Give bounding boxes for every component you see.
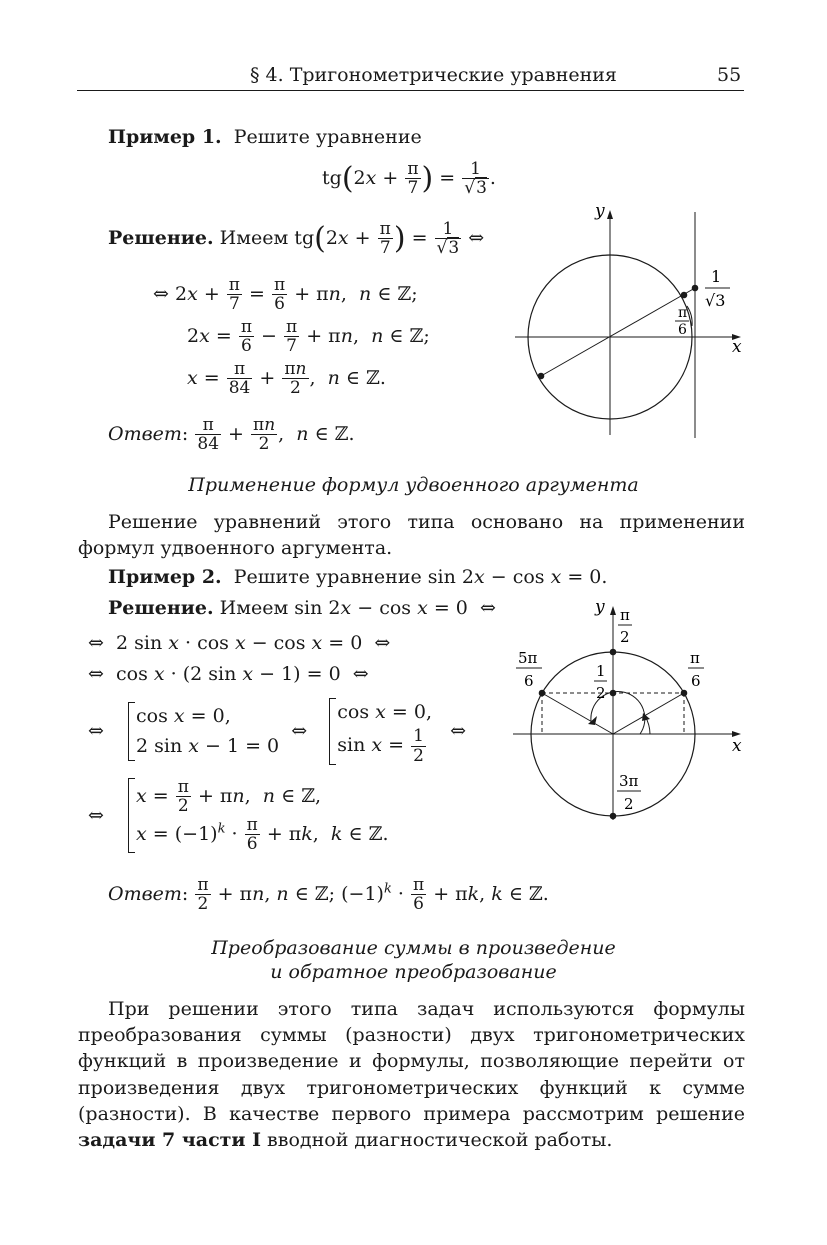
paragraph-sum-product bbox=[78, 996, 745, 1153]
y-axis-arrow bbox=[607, 210, 613, 219]
solution2-label: Решение. bbox=[108, 597, 214, 619]
angle-den: 6 bbox=[678, 322, 687, 338]
example1-task: Решите уравнение bbox=[233, 126, 422, 148]
example2-solution-intro: Решение. Имеем sin 2x − cos x = 0 ⇔ bbox=[108, 597, 496, 619]
left-num: 5π bbox=[518, 649, 538, 667]
half-den: 2 bbox=[596, 684, 606, 702]
top-num: π bbox=[620, 606, 630, 624]
example1-answer: Ответ: $\frac{\pi}{84}$ + $\frac{\pi n}{2}$ , n ∈ ℤ. bbox=[108, 415, 355, 455]
example1-solution-intro: Решение. Имеем tg(2x + $\frac{\pi}{7}$ ) = $\frac{1}{√3}$ ⇔ bbox=[108, 219, 485, 259]
subheading-sum-product-1: Преобразование суммы в произведение bbox=[211, 937, 616, 959]
unit-circle-figure-2 bbox=[505, 598, 755, 823]
subheading-double-argument: Применение формул удвоенного аргумента bbox=[188, 474, 639, 496]
right-num: π bbox=[690, 649, 700, 667]
subheading-sum-product-2: и обратное преобразование bbox=[270, 961, 557, 983]
solution1-step1: ⇔ 2x + $\frac{\pi}{7}$ = $\frac{\pi}{6}$ + πn, n ∈ ℤ; bbox=[153, 275, 418, 315]
solution1-step3: x = $\frac{\pi}{84}$ + $\frac{\pi n}{2}$ , n ∈ ℤ. bbox=[187, 359, 386, 399]
x-axis-label: x bbox=[732, 736, 742, 756]
bottom-den: 2 bbox=[624, 795, 634, 813]
tan-value-den: √3 bbox=[705, 291, 726, 310]
bottom-num: 3π bbox=[619, 772, 639, 790]
solution2-step3: ⇔ cos x = 0, 2 sin x − 1 = 0 ⇔ cos x = 0, sin x = $\frac{1}{2}$ ⇔ bbox=[88, 698, 466, 765]
para2-before: При решении этого типа задач используются формулы преобразования суммы (разности) двух тригонометрических функций в произведение и формулы, позволяющие перейти от произведения двух тригонометрических функций к сумме (разности). В качестве первого примера рассмотрим решение bbox=[78, 998, 745, 1125]
example1-equation: tg(2x + $\frac{\pi}{7}$ ) = $\frac{1}{√3}$ . bbox=[322, 159, 496, 199]
para2-bold: задачи 7 части I bbox=[78, 1129, 262, 1152]
page-number: 55 bbox=[717, 64, 742, 86]
example2-task: Решите уравнение bbox=[233, 566, 422, 588]
solution1-label: Решение. bbox=[108, 226, 214, 249]
point-pi6 bbox=[681, 690, 688, 697]
solution2-step4: ⇔ x = $\frac{\pi}{2}$ + πn, n ∈ ℤ, $x = (-1)^k$ · $\frac{\pi}{6}$ + πk, k ∈ ℤ. bbox=[88, 777, 389, 855]
y-axis-label: y bbox=[595, 201, 605, 221]
x-axis-label: x bbox=[732, 337, 742, 357]
point-tangent bbox=[692, 285, 699, 292]
example1-statement bbox=[108, 125, 422, 150]
tan-value-num: 1 bbox=[711, 267, 722, 286]
ray-pi6 bbox=[613, 693, 684, 734]
solution1-intro: Имеем bbox=[219, 226, 289, 249]
unit-circle-figure-1 bbox=[505, 200, 750, 445]
answer2-label: Ответ bbox=[108, 882, 182, 905]
paragraph-double-argument: Решение уравнений этого типа основано на применении формул удвоенного аргумента. bbox=[78, 511, 745, 560]
point-5pi6 bbox=[539, 690, 546, 697]
angle-num: π bbox=[678, 305, 688, 321]
example2-answer: Ответ: $\frac{\pi}{2}$ + πn, n ∈ ℤ; $(-1)^k$ · $\frac{\pi}{6}$ + πk, k ∈ ℤ. bbox=[108, 875, 549, 915]
example1-label: Пример 1. bbox=[108, 126, 222, 148]
top-den: 2 bbox=[620, 628, 630, 646]
y-axis-label: y bbox=[595, 598, 605, 617]
answer1-label: Ответ bbox=[108, 422, 182, 445]
y-axis-arrow bbox=[610, 606, 616, 615]
point-bottom bbox=[538, 373, 545, 380]
running-header: § 4. Тригонометрические уравнения bbox=[250, 64, 617, 86]
half-num: 1 bbox=[596, 662, 606, 680]
header-rule bbox=[77, 90, 744, 91]
diameter-line bbox=[541, 288, 695, 376]
arc-pi6-arrow bbox=[642, 713, 650, 721]
point-bottom bbox=[610, 813, 617, 820]
solution1-step2: 2x = $\frac{\pi}{6}$ − $\frac{\pi}{7}$ + πn, n ∈ ℤ; bbox=[187, 317, 430, 357]
para2-after: вводной диагностической работы. bbox=[261, 1129, 613, 1152]
point-top bbox=[681, 292, 688, 299]
point-top bbox=[610, 649, 617, 656]
example2-label: Пример 2. bbox=[108, 566, 222, 588]
right-den: 6 bbox=[691, 672, 701, 690]
left-den: 6 bbox=[524, 672, 534, 690]
example2-statement: Пример 2. Решите уравнение sin 2x − cos x = 0. bbox=[108, 566, 608, 588]
point-half bbox=[610, 690, 617, 697]
solution2-step1: ⇔ 2 sin x · cos x − cos x = 0 ⇔ bbox=[88, 632, 391, 654]
solution2-intro: Имеем bbox=[219, 597, 289, 619]
solution2-step2: ⇔ cos x · (2 sin x − 1) = 0 ⇔ bbox=[88, 663, 369, 685]
